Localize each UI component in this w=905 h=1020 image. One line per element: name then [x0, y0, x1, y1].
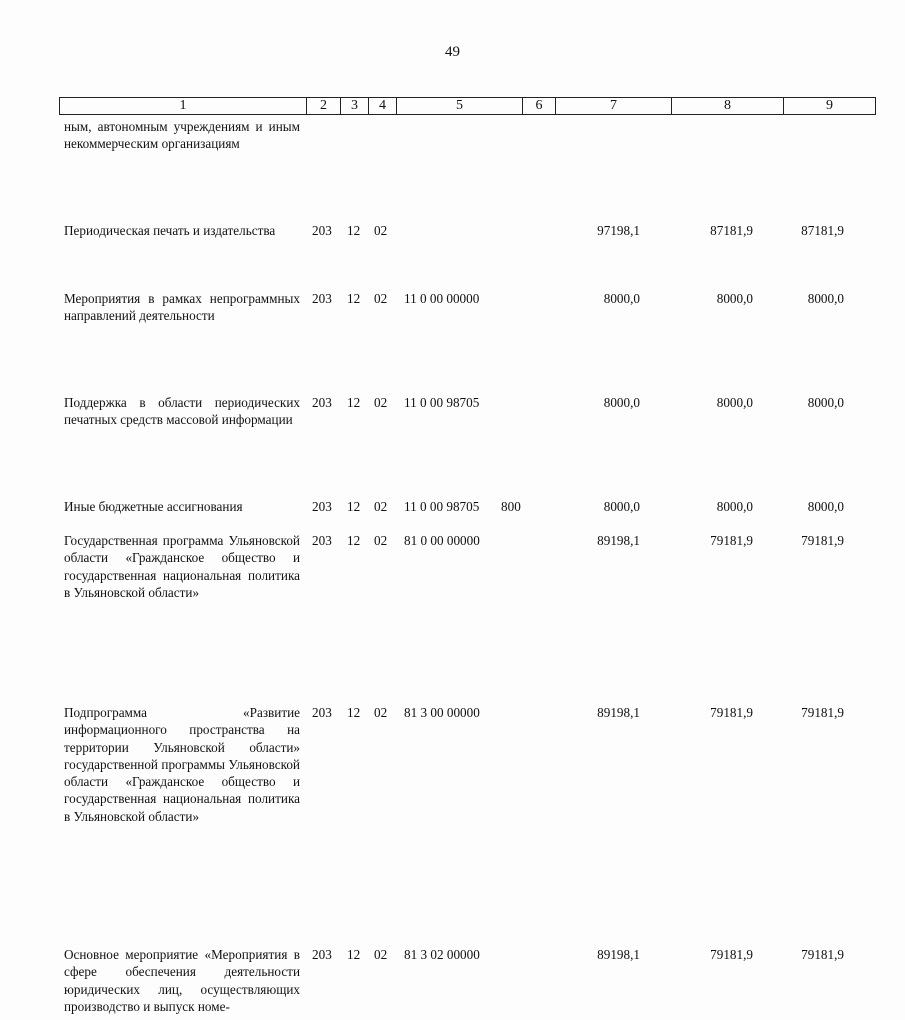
row-code-admin: 203: [312, 291, 332, 306]
row-amount-3: 8000,0: [807, 291, 844, 306]
row-amount-1: 8000,0: [603, 291, 640, 306]
table-body: [0, 118, 905, 1014]
row-amount-3: 79181,9: [801, 947, 844, 962]
row-code-subsection: 02: [374, 223, 388, 238]
header-col-1: 1: [60, 98, 307, 115]
row-amount-1: 89198,1: [597, 705, 640, 720]
row-amount-1: 8000,0: [603, 395, 640, 410]
table-row: [0, 946, 905, 1020]
table-row: [0, 118, 905, 170]
table-header: [59, 97, 876, 115]
row-code-target: 11 0 00 98705: [404, 499, 480, 514]
row-code-type: 800: [501, 499, 521, 514]
row-amount-2: 79181,9: [710, 705, 753, 720]
row-code-admin: 203: [312, 395, 332, 410]
row-code-subsection: 02: [374, 533, 388, 548]
row-code-section: 12: [347, 223, 361, 238]
header-col-3: 3: [341, 98, 369, 115]
row-code-target: 81 0 00 00000: [404, 533, 480, 548]
header-col-8: 8: [672, 98, 784, 115]
row-code-admin: 203: [312, 223, 332, 238]
row-code-subsection: 02: [374, 947, 388, 962]
row-code-admin: 203: [312, 533, 332, 548]
header-col-4: 4: [369, 98, 397, 115]
table-row: [0, 394, 905, 446]
row-code-subsection: 02: [374, 499, 388, 514]
table-row: [0, 222, 905, 256]
row-description: Поддержка в области периодических печатных средств массовой информации: [64, 395, 300, 428]
row-code-section: 12: [347, 291, 361, 306]
row-amount-1: 89198,1: [597, 947, 640, 962]
row-amount-3: 8000,0: [807, 499, 844, 514]
row-amount-2: 87181,9: [710, 223, 753, 238]
row-amount-3: 8000,0: [807, 395, 844, 410]
row-amount-2: 79181,9: [710, 533, 753, 548]
row-description: Государственная программа Ульяновской области «Гражданское общество и государственная национальная политика в Ульяновской области»: [64, 533, 300, 600]
row-amount-2: 8000,0: [716, 499, 753, 514]
row-code-section: 12: [347, 533, 361, 548]
header-col-9: 9: [784, 98, 876, 115]
row-code-admin: 203: [312, 705, 332, 720]
page-number: 49: [445, 44, 460, 60]
row-description: Мероприятия в рамках непрограммных направлений деятельности: [64, 291, 300, 324]
row-code-subsection: 02: [374, 705, 388, 720]
table-row: [0, 290, 905, 342]
header-col-7: 7: [556, 98, 672, 115]
row-amount-1: 8000,0: [603, 499, 640, 514]
row-description: Периодическая печать и издательства: [64, 223, 276, 238]
row-code-subsection: 02: [374, 395, 388, 410]
row-description: ным, автономным учреждениям и иным некоммерческим организациям: [64, 119, 300, 152]
row-amount-3: 79181,9: [801, 705, 844, 720]
table-row: [0, 532, 905, 618]
row-amount-2: 8000,0: [716, 395, 753, 410]
row-code-admin: 203: [312, 947, 332, 962]
row-description: Подпрограмма «Развитие информационного пространства на территории Ульяновской области» государственной программы Ульяновской области «Гражданское общество и государственная национальная политика в Ульяновской области»: [64, 705, 300, 824]
row-code-admin: 203: [312, 499, 332, 514]
row-code-section: 12: [347, 947, 361, 962]
row-description: Иные бюджетные ассигнования: [64, 499, 243, 514]
row-code-target: 81 3 02 00000: [404, 947, 480, 962]
header-col-5: 5: [397, 98, 523, 115]
row-amount-3: 79181,9: [801, 533, 844, 548]
row-code-section: 12: [347, 395, 361, 410]
row-code-section: 12: [347, 705, 361, 720]
row-description: Основное мероприятие «Мероприятия в сфере обеспечения деятельности юридических лиц, осуществляющих производство и выпуск номе-: [64, 947, 300, 1014]
row-code-target: 81 3 00 00000: [404, 705, 480, 720]
row-amount-3: 87181,9: [801, 223, 844, 238]
row-amount-2: 79181,9: [710, 947, 753, 962]
table-row: [0, 498, 905, 515]
row-code-target: 11 0 00 98705: [404, 395, 480, 410]
row-code-target: 11 0 00 00000: [404, 291, 480, 306]
row-amount-1: 89198,1: [597, 533, 640, 548]
header-col-6: 6: [523, 98, 556, 115]
row-code-subsection: 02: [374, 291, 388, 306]
table-row: [0, 704, 905, 826]
row-code-section: 12: [347, 499, 361, 514]
header-col-2: 2: [307, 98, 341, 115]
row-amount-1: 97198,1: [597, 223, 640, 238]
row-amount-2: 8000,0: [716, 291, 753, 306]
